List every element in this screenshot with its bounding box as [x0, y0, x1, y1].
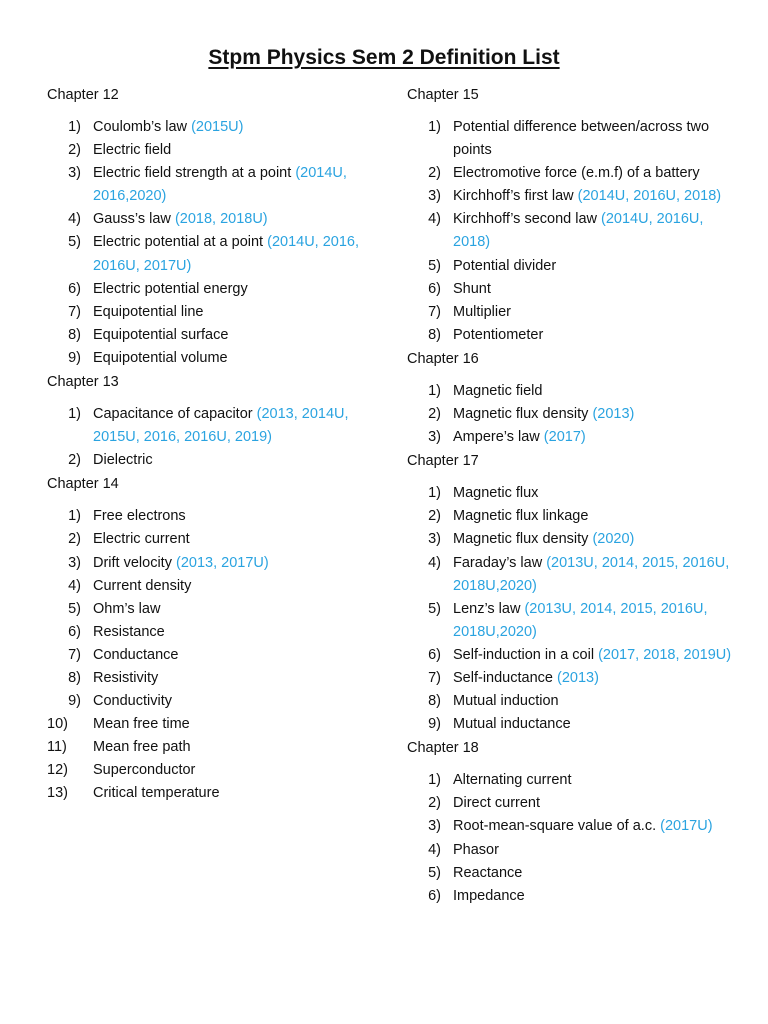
list-item [47, 301, 367, 324]
item-text: Shunt [453, 280, 491, 297]
item-number: 4) [428, 554, 441, 571]
chapter-heading: Chapter 14 [47, 476, 119, 493]
item-number: 7) [428, 303, 441, 320]
list-item [47, 690, 367, 713]
list-item [407, 644, 737, 667]
item-number: 8) [68, 326, 81, 343]
exam-years: (2017, 2018, 2019U) [598, 646, 732, 663]
item-text: Equipotential volume [93, 349, 228, 366]
item-number: 2) [68, 531, 81, 548]
item-number: 13) [47, 785, 68, 802]
list-item [47, 347, 367, 370]
item-number: 9) [68, 693, 81, 710]
list-item [47, 324, 367, 347]
list-item [407, 505, 737, 528]
list-item [407, 255, 737, 278]
exam-years: (2018, 2018U) [174, 211, 268, 228]
item-text: Self-induction in a coil [453, 646, 599, 663]
item-text: Electric current [93, 531, 190, 548]
item-text: Alternating current [453, 772, 572, 789]
item-number: 5) [68, 234, 81, 251]
item-number: 2) [428, 165, 441, 182]
list-item [407, 598, 737, 644]
item-number: 6) [428, 887, 441, 904]
item-text: Capacitance of capacitor [93, 406, 257, 423]
item-number: 12) [47, 762, 68, 779]
item-text: Reactance [453, 864, 523, 881]
definition-list [47, 505, 367, 805]
list-item [407, 713, 737, 736]
item-text: Magnetic flux linkage [453, 508, 589, 525]
list-item [407, 552, 737, 598]
item-text: Potential difference between/across two points [453, 119, 710, 159]
item-number: 8) [428, 326, 441, 343]
item-number: 4) [68, 577, 81, 594]
item-text: Electric potential energy [93, 280, 248, 297]
list-item [407, 528, 737, 551]
list-item [407, 116, 737, 162]
item-text: Magnetic field [453, 382, 543, 399]
exam-years: (2013, 2017U) [176, 554, 269, 571]
item-number: 7) [68, 303, 81, 320]
item-text: Critical temperature [93, 785, 220, 802]
item-number: 3) [428, 188, 441, 205]
list-item [407, 185, 737, 208]
list-item [407, 815, 737, 838]
list-item [47, 231, 367, 277]
definition-list [47, 116, 367, 370]
list-item [47, 139, 367, 162]
list-item [47, 162, 367, 208]
item-text: Multiplier [453, 303, 512, 320]
list-item [47, 552, 367, 575]
item-text: Electric potential at a point [93, 234, 268, 251]
item-number: 3) [68, 554, 81, 571]
chapter-heading: Chapter 16 [407, 350, 479, 367]
item-text: Electromotive force (e.m.f) of a battery [453, 165, 700, 182]
item-text: Mean free time [93, 716, 190, 733]
list-item [407, 324, 737, 347]
item-number: 1) [428, 382, 441, 399]
item-text: Potential divider [453, 257, 557, 274]
exam-years: (2015U) [191, 119, 244, 135]
item-text: Equipotential surface [93, 326, 229, 343]
item-number: 9) [428, 716, 441, 733]
list-item [407, 482, 737, 505]
list-item [47, 505, 367, 528]
exam-years: (2013, 2014U, 2015U, 2016, 2016U, 2019) [93, 406, 349, 446]
item-number: 2) [68, 142, 81, 159]
item-text: Magnetic flux density [453, 531, 593, 548]
definition-list [407, 116, 737, 347]
item-text: Direct current [453, 795, 541, 812]
list-item [407, 162, 737, 185]
chapter-heading: Chapter 17 [407, 453, 479, 470]
item-number: 1) [428, 772, 441, 789]
item-text: Resistance [93, 623, 165, 640]
exam-years: (2017U) [660, 818, 713, 835]
item-text: Conductance [93, 646, 179, 663]
item-text: Equipotential line [93, 303, 204, 320]
item-number: 5) [428, 600, 441, 617]
list-item [47, 449, 367, 472]
definition-list [407, 769, 737, 908]
item-number: 1) [68, 119, 81, 135]
item-text: Drift velocity [93, 554, 176, 571]
list-item [407, 792, 737, 815]
item-number: 4) [68, 211, 81, 228]
list-item [407, 208, 737, 254]
item-text: Lenz’s law [453, 600, 525, 617]
page-title: Stpm Physics Sem 2 Definition List [208, 46, 560, 69]
list-item [407, 769, 737, 792]
item-text: Dielectric [93, 452, 153, 469]
item-text: Magnetic flux density [453, 406, 593, 423]
item-text: Magnetic flux [453, 485, 539, 502]
item-number: 1) [428, 485, 441, 502]
item-text: Ohm’s law [93, 600, 161, 617]
definition-list [47, 403, 367, 472]
item-number: 7) [428, 669, 441, 686]
chapter-heading: Chapter 13 [47, 374, 119, 391]
item-text: Phasor [453, 841, 499, 858]
item-number: 2) [428, 795, 441, 812]
item-number: 2) [428, 508, 441, 525]
list-item [47, 598, 367, 621]
item-text: Kirchhoff’s first law [453, 188, 578, 205]
list-item [47, 116, 367, 139]
item-text: Faraday’s law [453, 554, 547, 571]
list-item [47, 644, 367, 667]
definition-list [407, 482, 737, 736]
item-text: Current density [93, 577, 192, 594]
item-text: Kirchhoff’s second law [453, 211, 602, 228]
item-text: Electric field [93, 142, 172, 159]
item-text: Gauss’s law [93, 211, 175, 228]
list-item [47, 575, 367, 598]
list-item [47, 528, 367, 551]
item-text: Resistivity [93, 669, 159, 686]
list-item [47, 403, 367, 449]
exam-years: (2013) [592, 406, 635, 423]
list-item [47, 759, 367, 782]
item-number: 6) [428, 646, 441, 663]
item-number: 6) [68, 623, 81, 640]
definition-list [407, 380, 737, 449]
item-number: 3) [428, 818, 441, 835]
chapter-heading: Chapter 12 [47, 87, 119, 103]
item-number: 6) [68, 280, 81, 297]
exam-years: (2014U, 2016U, 2018) [577, 188, 722, 205]
exam-years: (2017) [543, 429, 586, 446]
item-text: Self-inductance [453, 669, 557, 686]
list-item [407, 667, 737, 690]
list-item [407, 278, 737, 301]
chapter-heading: Chapter 18 [407, 740, 479, 757]
item-text: Electric field strength at a point [93, 165, 296, 182]
item-number: 8) [68, 669, 81, 686]
list-item [47, 278, 367, 301]
exam-years: (2014U, 2016,2020) [93, 165, 347, 205]
list-item [407, 426, 737, 449]
item-text: Ampere’s law [453, 429, 544, 446]
item-text: Coulomb’s law [93, 119, 192, 135]
item-number: 10) [47, 716, 68, 733]
item-number: 3) [428, 531, 441, 548]
list-item [47, 736, 367, 759]
item-number: 2) [428, 406, 441, 423]
item-number: 1) [68, 406, 81, 423]
item-number: 1) [428, 119, 441, 135]
list-item [47, 208, 367, 231]
exam-years: (2014U, 2016, 2016U, 2017U) [93, 234, 360, 274]
item-number: 5) [428, 864, 441, 881]
item-number: 4) [428, 211, 441, 228]
item-number: 7) [68, 646, 81, 663]
item-text: Impedance [453, 887, 525, 904]
item-text: Superconductor [93, 762, 196, 779]
list-item [407, 885, 737, 908]
list-item [47, 782, 367, 805]
item-number: 6) [428, 280, 441, 297]
item-number: 8) [428, 693, 441, 710]
list-item [407, 403, 737, 426]
list-item [407, 301, 737, 324]
item-number: 3) [68, 165, 81, 182]
list-item [47, 621, 367, 644]
item-text: Free electrons [93, 508, 186, 525]
left-column [47, 84, 367, 807]
item-number: 4) [428, 841, 441, 858]
exam-years: (2020) [592, 531, 635, 548]
item-number: 2) [68, 452, 81, 469]
item-text: Mutual inductance [453, 716, 571, 733]
item-text: Conductivity [93, 693, 172, 710]
item-number: 3) [428, 429, 441, 446]
item-number: 1) [68, 508, 81, 525]
item-number: 9) [68, 349, 81, 366]
exam-years: (2014U, 2016U, 2018) [453, 211, 704, 251]
item-text: Root-mean-square value of a.c. [453, 818, 661, 835]
chapter-heading: Chapter 15 [407, 87, 479, 103]
list-item [407, 690, 737, 713]
item-number: 5) [68, 600, 81, 617]
exam-years: (2013U, 2014, 2015, 2016U, 2018U,2020) [453, 600, 708, 640]
item-number: 5) [428, 257, 441, 274]
item-text: Mean free path [93, 739, 191, 756]
list-item [407, 839, 737, 862]
list-item [47, 713, 367, 736]
item-text: Mutual induction [453, 693, 559, 710]
item-text: Potentiometer [453, 326, 544, 343]
exam-years: (2013) [556, 669, 599, 686]
right-column [407, 84, 737, 909]
item-number: 11) [47, 739, 67, 756]
exam-years: (2013U, 2014, 2015, 2016U, 2018U,2020) [453, 554, 730, 594]
list-item [407, 862, 737, 885]
list-item [407, 380, 737, 403]
list-item [47, 667, 367, 690]
